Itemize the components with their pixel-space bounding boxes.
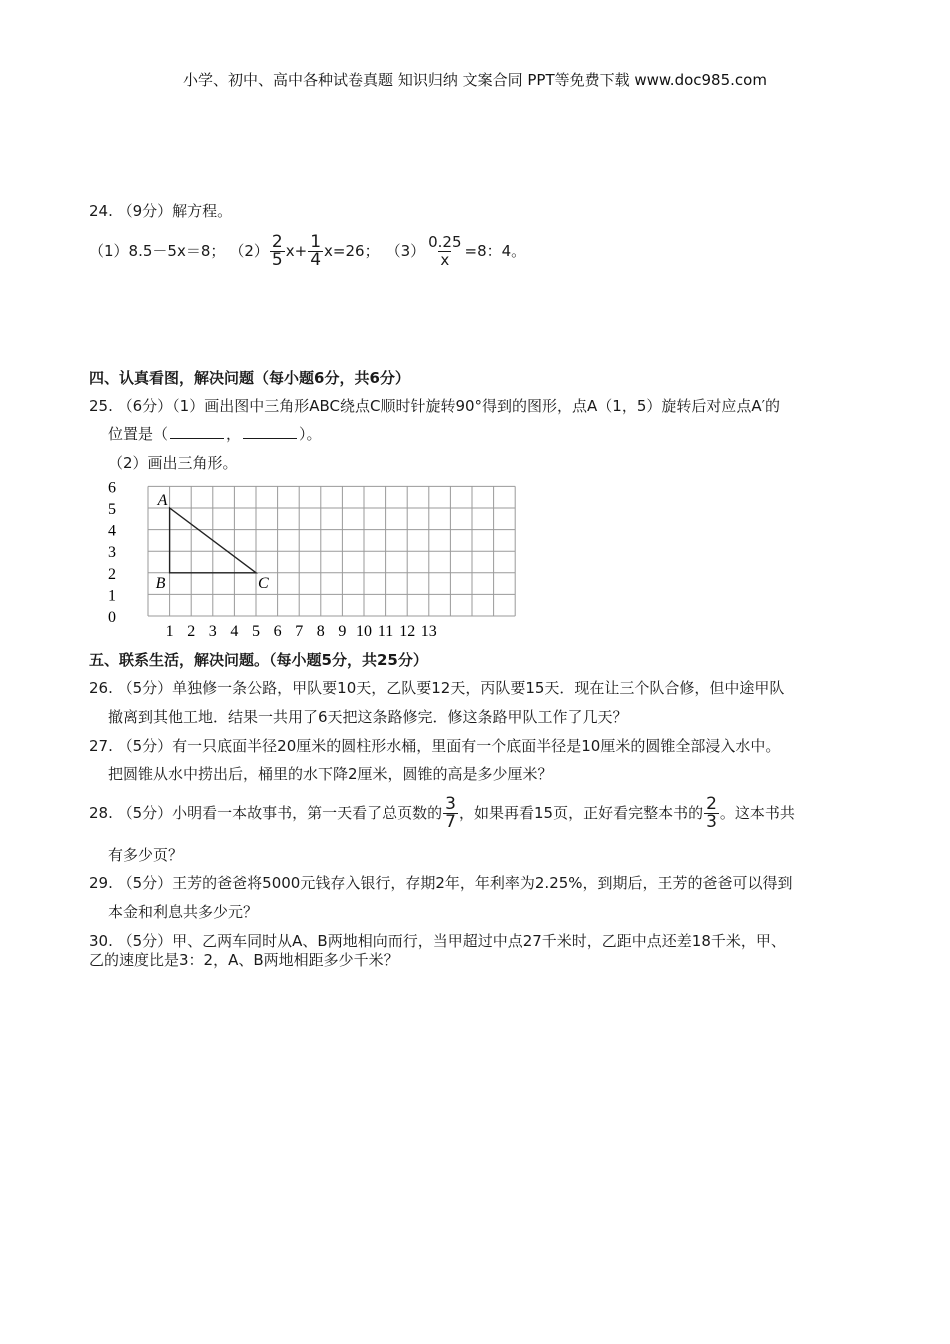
q24-eq3-prefix: （3） — [385, 242, 426, 260]
q26-line2: 撤离到其他工地．结果一共用了6天把这条路修完．修这条路甲队工作了几天？ — [108, 708, 628, 726]
page-header: 小学、初中、高中各种试卷真题 知识归纳 文案合同 PPT等免费下载 www.doc985.com — [183, 71, 767, 89]
q24-eq2-end: x=26； — [324, 242, 380, 260]
q24-eq3-frac: $\frac{0.25}{x}$ — [428, 232, 462, 269]
vertex-label-b: B — [155, 574, 166, 592]
section-4-title: 四、认真看图，解决问题（每小题6分，共6分） — [89, 369, 410, 387]
x-tick-label: 2 — [187, 623, 196, 640]
x-tick-label: 1 — [165, 623, 174, 640]
q26-line1: 26. （5分）单独修一条公路，甲队要10天，乙队要12天，丙队要15天．现在让三个队合修，但中途甲队 — [89, 679, 785, 697]
y-tick-label: 6 — [108, 479, 116, 497]
y-tick-label: 0 — [108, 609, 116, 626]
q27-line2: 把圆锥从水中捞出后，桶里的水下降2厘米，圆锥的高是多少厘米？ — [108, 765, 553, 783]
coordinate-grid-figure — [95, 478, 525, 643]
q25-blank-y[interactable] — [243, 424, 297, 439]
q24-title: 24. （9分）解方程。 — [89, 202, 233, 220]
q24-eq2-frac2: $\frac{1}{4}$ — [310, 231, 322, 270]
q24-eq1: （1）8.5－5x＝8； — [89, 242, 226, 260]
q28-line1: 28. （5分）小明看一本故事书，第一天看了总页数的 $\frac{3}{7}$ ，如果再看15页，正好看完整本书的 $\frac{2}{3}$ 。这本书共 — [89, 793, 795, 832]
q28-frac1: $\frac{3}{7}$ — [445, 793, 456, 832]
q25-line2: 位置是（ ， ）。 — [108, 425, 322, 443]
q24-eq3-end: =8：4。 — [464, 242, 527, 260]
x-tick-label: 7 — [295, 623, 304, 640]
x-tick-label: 11 — [377, 623, 394, 640]
q24-eq2-mid: x+ — [285, 242, 308, 260]
y-tick-label: 1 — [108, 587, 116, 605]
vertex-label-c: C — [258, 574, 269, 592]
q24-eq2-prefix: （2） — [229, 242, 269, 260]
y-tick-label: 4 — [108, 522, 116, 540]
vertex-label-a: A — [157, 492, 168, 509]
x-tick-label: 10 — [356, 623, 372, 640]
y-tick-label: 3 — [108, 544, 116, 562]
q29-line2: 本金和利息共多少元？ — [108, 903, 259, 921]
q28-frac2: $\frac{2}{3}$ — [706, 793, 717, 832]
q30-line1: 30. （5分）甲、乙两车同时从A、B两地相向而行，当甲超过中点27千米时，乙距中点还差18千米，甲、 — [89, 932, 786, 950]
x-tick-label: 5 — [252, 623, 260, 640]
section-5-title: 五、联系生活，解决问题。（每小题5分，共25分） — [89, 651, 428, 669]
q29-line1: 29. （5分）王芳的爸爸将5000元钱存入银行，存期2年，年利率为2.25%，到期后，王芳的爸爸可以得到 — [89, 874, 793, 892]
y-axis-labels — [108, 479, 116, 626]
x-tick-label: 13 — [420, 623, 437, 640]
q24-eq2-frac1: $\frac{2}{5}$ — [271, 231, 283, 270]
x-tick-label: 6 — [273, 623, 282, 640]
x-tick-label: 8 — [316, 623, 325, 640]
y-tick-label: 5 — [108, 501, 116, 518]
q28-line2: 有多少页？ — [108, 846, 184, 864]
q25-line1: 25. （6分）（1）画出图中三角形ABC绕点C顺时针旋转90°得到的图形，点A（1，5）旋转后对应点A′的 — [89, 397, 781, 415]
q25-line3: （2）画出三角形。 — [108, 454, 238, 472]
x-tick-label: 3 — [208, 623, 217, 640]
q24-equations — [89, 229, 526, 273]
x-tick-label: 9 — [338, 623, 347, 640]
q25-blank-x[interactable] — [170, 424, 224, 439]
q30-line2: 乙的速度比是3：2，A、B两地相距多少千米？ — [89, 951, 399, 969]
x-tick-label: 12 — [399, 623, 416, 640]
grid-lines — [148, 486, 515, 616]
x-tick-label: 4 — [230, 623, 239, 640]
x-axis-labels — [166, 623, 437, 640]
y-tick-label: 2 — [108, 565, 116, 583]
q27-line1: 27. （5分）有一只底面半径20厘米的圆柱形水桶，里面有一个底面半径是10厘米的圆锥全部浸入水中。 — [89, 737, 781, 755]
